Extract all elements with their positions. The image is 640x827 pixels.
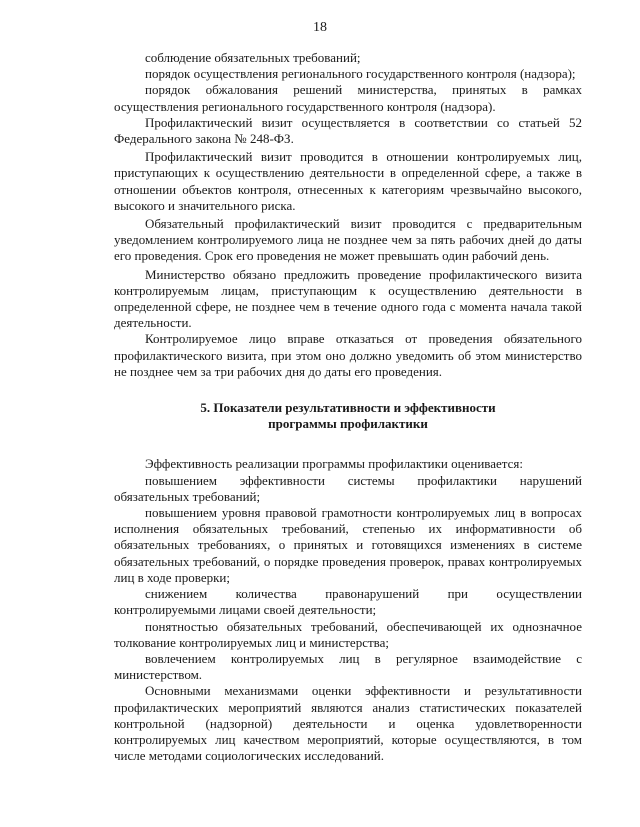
body-paragraph: повышением эффективности системы профилактики нарушений обязательных требований; — [114, 472, 582, 504]
document-body — [114, 50, 582, 764]
body-paragraph: Министерство обязано предложить проведение профилактического визита контролируемым лицам, приступающим к осуществлению деятельности в определенной сфере, не позднее чем в течение одного года с момента начала такой деятельности. — [114, 266, 582, 331]
body-paragraph: Профилактический визит проводится в отношении контролируемых лиц, приступающих к осуществлению деятельности в определенной сфере, а также в отношении объектов контроля, отнесенных к категориям чрезвычайно высокого, высокого и значительного риска. — [114, 149, 582, 213]
body-paragraph: вовлечением контролируемых лиц в регулярное взаимодействие с министерством. — [114, 650, 582, 683]
body-paragraph: порядок обжалования решений министерства, принятых в рамках осуществления регионального государственного контроля (надзора). — [114, 82, 582, 114]
section-heading-line: программы профилактики — [268, 416, 428, 432]
body-paragraph: Контролируемое лицо вправе отказаться от проведения обязательного профилактического визита, при этом оно должно уведомить об этом министерство не позднее чем за три рабочих дня до даты его проведения. — [114, 331, 582, 379]
body-paragraph: повышением уровня правовой грамотности контролируемых лиц в вопросах исполнения обязательных требований, степенью их информативности об обязательных требованиях, о принятых и готовящихся изменениях в системе обязательных требований, о порядке проведения проверок, правах контролируемых лиц в ходе проверки; — [114, 505, 582, 585]
body-paragraph: Основными механизмами оценки эффективности и результативности профилактических мероприятий являются анализ статистических показателей контрольной (надзорной) деятельности и оценка удовлетворенности контролируемых лиц качеством мероприятий, которые осуществляются, в том числе методами социологических исследований. — [114, 683, 582, 764]
body-paragraph: Обязательный профилактический визит проводится с предварительным уведомлением контролируемого лица не позднее чем за пять рабочих дней до даты его проведения. Срок его проведения не может превышать один рабочий день. — [114, 216, 582, 264]
body-paragraph: Эффективность реализации программы профилактики оценивается: — [145, 456, 523, 472]
body-paragraph: понятностью обязательных требований, обеспечивающей их однозначное толкование контролируемых лиц и министерства; — [114, 618, 582, 650]
page-number: 18 — [313, 20, 327, 35]
body-paragraph: снижением количества правонарушений при осуществлении контролируемыми лицами своей деятельности; — [114, 586, 582, 618]
section-heading — [114, 400, 582, 432]
body-paragraph: соблюдение обязательных требований; — [145, 50, 361, 65]
body-paragraph: Профилактический визит осуществляется в соответствии со статьей 52 Федерального закона № 248-ФЗ. — [114, 114, 582, 147]
body-paragraph: порядок осуществления регионального государственного контроля (надзора); — [145, 66, 576, 82]
section-heading-line: 5. Показатели результативности и эффективности — [200, 400, 496, 416]
